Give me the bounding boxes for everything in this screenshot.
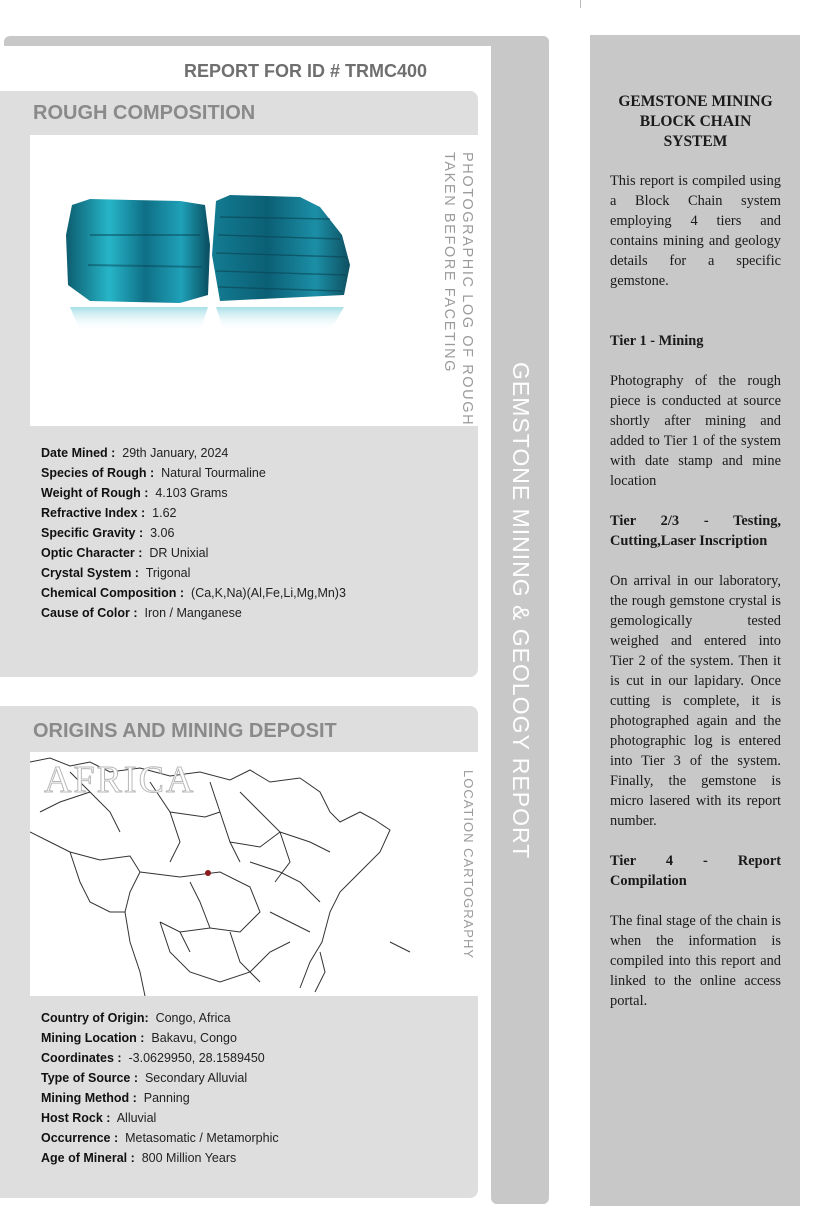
vertical-report-title: GEMSTONE MINING & GEOLOGY REPORT (508, 362, 534, 860)
detail-value: Congo, Africa (155, 1011, 231, 1025)
tier-heading: Tier 1 - Mining (610, 333, 704, 349)
rough-photo (30, 135, 393, 426)
detail-row (41, 543, 346, 563)
photo-caption-line1: PHOTOGRAPHIC LOG OF ROUGH (459, 152, 475, 427)
system-intro: This report is compiled using a Block Chain system employing 4 tiers and contains mining and geology details for a specific gemstone. (610, 173, 781, 289)
detail-value: (Ca,K,Na)(Al,Fe,Li,Mg,Mn)3 (191, 586, 346, 600)
detail-label: Mining Location : (41, 1031, 145, 1045)
detail-value: Panning (143, 1091, 190, 1105)
top-tick-line (580, 0, 581, 8)
detail-label: Optic Character : (41, 546, 143, 560)
blockchain-text (610, 92, 781, 1031)
tier-heading: Tier 2/3 - Testing, Cutting,Laser Inscription (610, 513, 781, 549)
detail-row (41, 603, 346, 623)
tier-text: The final stage of the chain is when the information is compiled into this report and linked to the online access portal. (610, 913, 781, 1009)
detail-label: Refractive Index : (41, 506, 146, 520)
tier-text: On arrival in our laboratory, the rough gemstone crystal is gemologically tested weighed and entered into Tier 2 of the system. Then it is cut in our lapidary. Once cutting is complete, it is photographed again and the photographic log is entered into Tier 3 of the system. Finally, the gemstone is micro lasered with its report number. (610, 573, 781, 829)
detail-row (41, 1148, 279, 1168)
detail-value: Trigonal (145, 566, 191, 580)
mine-location-marker (205, 870, 211, 876)
detail-value: Natural Tourmaline (161, 466, 266, 480)
detail-value: -3.0629950, 28.1589450 (128, 1051, 265, 1065)
detail-label: Age of Mineral : (41, 1151, 135, 1165)
rough-details (41, 443, 346, 623)
detail-label: Crystal System : (41, 566, 139, 580)
detail-row (41, 1008, 279, 1028)
detail-row (41, 1028, 279, 1048)
tier-heading: Tier 4 - Report Compilation (610, 853, 781, 889)
detail-row (41, 1088, 279, 1108)
origins-title: ORIGINS AND MINING DEPOSIT (33, 720, 337, 742)
detail-label: Mining Method : (41, 1091, 137, 1105)
detail-value: DR Unixial (149, 546, 209, 560)
top-band (4, 36, 549, 46)
detail-row (41, 523, 346, 543)
detail-value: Iron / Manganese (144, 606, 242, 620)
detail-row (41, 563, 346, 583)
tier-text: Photography of the rough piece is conducted at source shortly after mining and added to Tier 1 of the system with date stamp and mine location (610, 373, 781, 489)
map-region-label: AFRICA (44, 759, 196, 801)
detail-label: Specific Gravity : (41, 526, 144, 540)
detail-row (41, 483, 346, 503)
detail-row (41, 503, 346, 523)
detail-value: 3.06 (150, 526, 175, 540)
detail-label: Cause of Color : (41, 606, 138, 620)
detail-value: Metasomatic / Metamorphic (125, 1131, 279, 1145)
detail-row (41, 583, 346, 603)
detail-label: Host Rock : (41, 1111, 111, 1125)
tourmaline-crystals-image (30, 135, 393, 426)
report-id-heading: REPORT FOR ID # TRMC400 (184, 61, 428, 81)
detail-value: 1.62 (152, 506, 177, 520)
detail-label: Occurrence : (41, 1131, 119, 1145)
photo-caption-line2: TAKEN BEFORE FACETING (441, 152, 457, 374)
detail-value: 4.103 Grams (155, 486, 228, 500)
detail-label: Country of Origin: (41, 1011, 149, 1025)
detail-label: Weight of Rough : (41, 486, 149, 500)
detail-row (41, 1048, 279, 1068)
origin-details (41, 1008, 279, 1168)
detail-value: 29th January, 2024 (122, 446, 229, 460)
detail-label: Date Mined : (41, 446, 116, 460)
detail-row (41, 1128, 279, 1148)
photo-caption (440, 152, 476, 426)
detail-label: Species of Rough : (41, 466, 155, 480)
map-caption: LOCATION CARTOGRAPHY (461, 770, 476, 960)
detail-row (41, 1108, 279, 1128)
detail-value: 800 Million Years (141, 1151, 237, 1165)
detail-label: Coordinates : (41, 1051, 122, 1065)
africa-map-image (30, 752, 478, 996)
system-title: GEMSTONE MINING BLOCK CHAIN SYSTEM (618, 93, 773, 150)
detail-value: Secondary Alluvial (144, 1071, 248, 1085)
location-map (30, 752, 478, 996)
detail-label: Chemical Composition : (41, 586, 185, 600)
detail-row (41, 463, 346, 483)
rough-composition-title: ROUGH COMPOSITION (33, 102, 256, 124)
detail-value: Alluvial (116, 1111, 157, 1125)
detail-row (41, 443, 346, 463)
detail-label: Type of Source : (41, 1071, 139, 1085)
detail-row (41, 1068, 279, 1088)
detail-value: Bakavu, Congo (151, 1031, 237, 1045)
